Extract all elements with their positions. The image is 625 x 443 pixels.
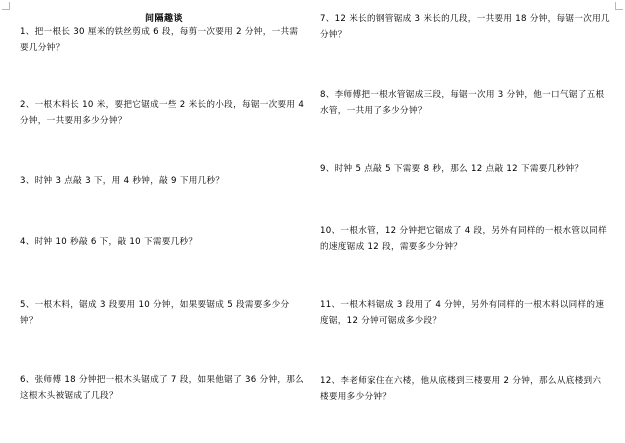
question-9: 9、时钟 5 点敲 5 下需要 8 秒，那么 12 点敲 12 下需要几秒钟？ [320,164,584,174]
question-12: 12、李老师家住在六楼，他从底楼到三楼要用 2 分钟，那么从底楼到六楼要用多少分钟？ [320,376,602,402]
question-4: 4、时钟 10 秒敲 6 下，敲 10 下需要几秒？ [20,237,198,247]
question-1: 1、把一根长 30 厘米的铁丝剪成 6 段，每剪一次要用 2 分钟，一共需要几分钟？ [20,27,299,53]
question-10: 10、一根水管，12 分钟把它锯成了 4 段，另外有同样的一根水管以同样的速度锯成 12 段，需要多少分钟？ [320,226,607,252]
page-corner-mark [2,2,10,10]
question-8: 8、李师傅把一根水管锯成三段，每锯一次用 3 分钟，他一口气锯了五根水管，一共用了多少分钟？ [320,90,605,116]
question-5: 5、一根木料，锯成 3 段要用 10 分钟，如果要锯成 5 段需要多少分钟？ [20,300,290,326]
question-3: 3、时钟 3 点敲 3 下，用 4 秒钟，敲 9 下用几秒？ [20,176,225,186]
page-title: 间隔趣谈 [145,14,184,24]
question-11: 11、一根木料锯成 3 段用了 4 分钟，另外有同样的一根木料以同样的速度锯，12 分钟可锯成多少段？ [320,300,605,326]
question-7: 7、12 米长的钢管锯成 3 米长的几段，一共要用 18 分钟，每锯一次用几分钟？ [320,14,610,40]
page-corner-mark [615,2,623,10]
question-6: 6、张师傅 18 分钟把一根木头锯成了 7 段，如果他锯了 36 分钟，那么这根木头被锯成了几段？ [20,375,305,401]
question-2: 2、一根木料长 10 米，要把它锯成一些 2 米长的小段，每锯一次要用 4 分钟，一共要用多少分钟？ [20,100,305,126]
